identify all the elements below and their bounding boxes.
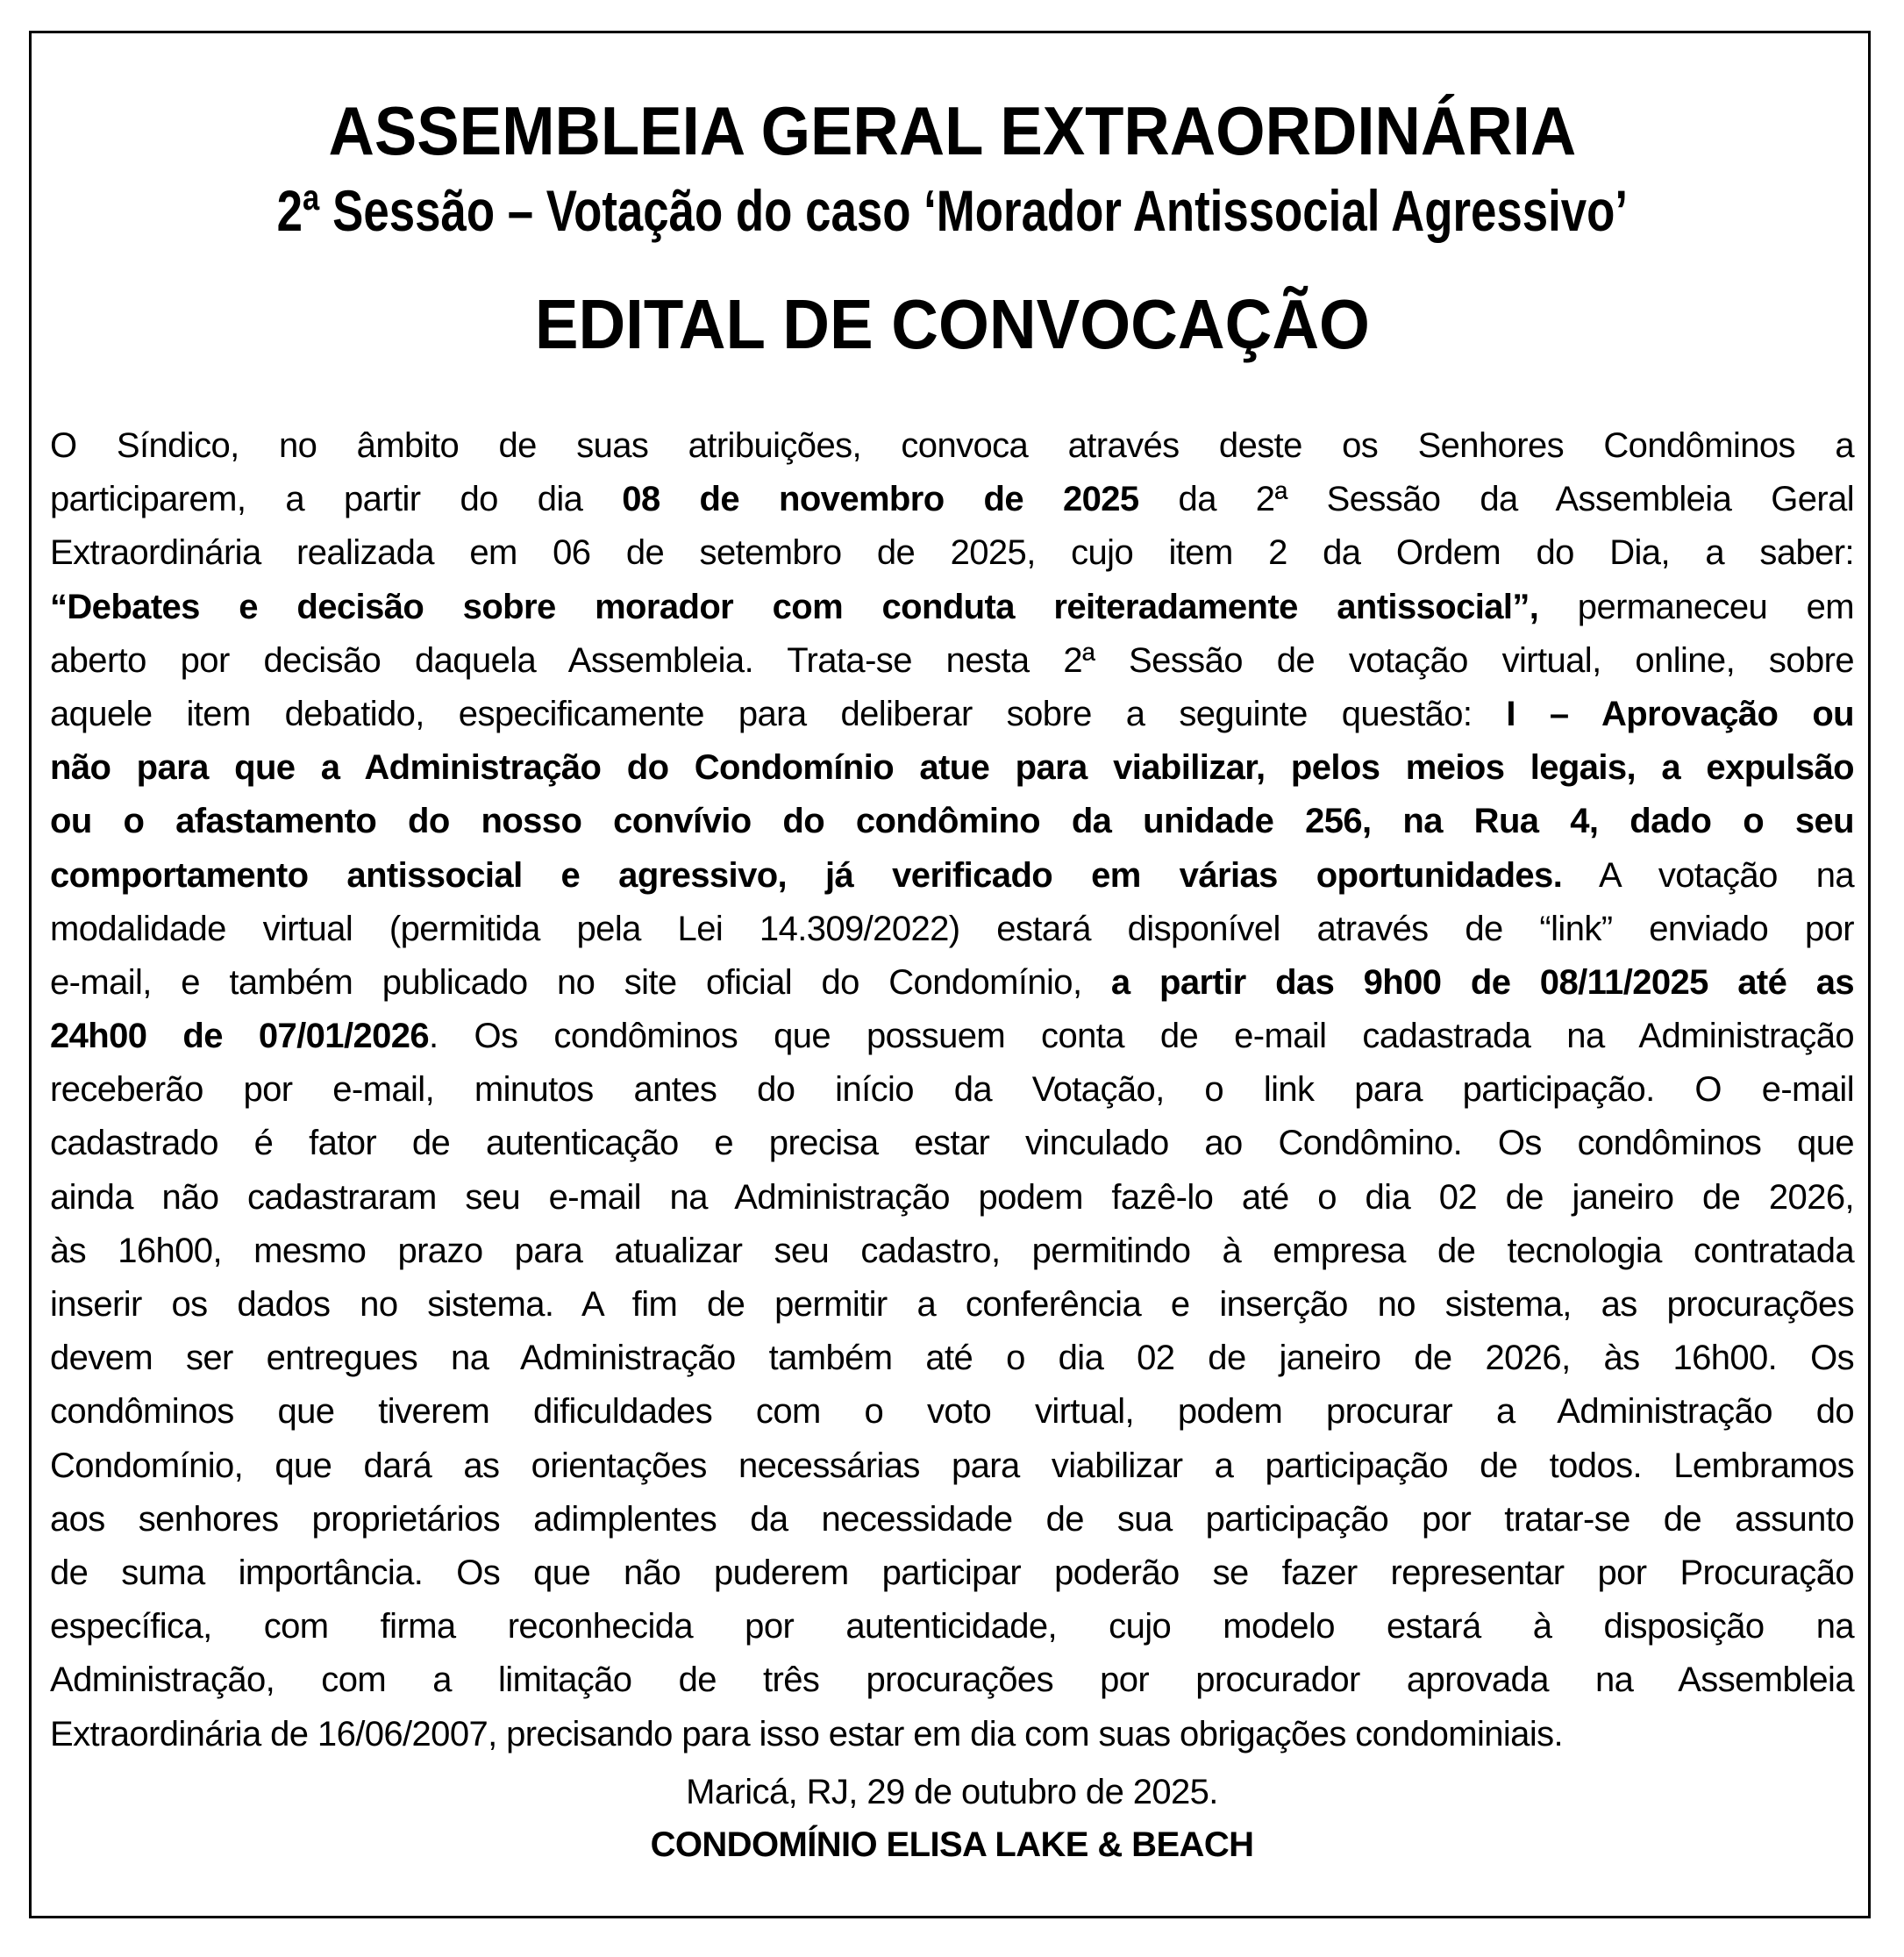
body-bold-text: não para que a Administração do Condomínio atue para viabilizar, pelos meios legais, a expulsão	[50, 748, 1854, 788]
body-line-content	[50, 1439, 1854, 1493]
body-text: da 2ª Sessão da Assembleia Geral	[1138, 480, 1855, 519]
body-line-content	[50, 956, 1854, 1010]
body-text: Condomínio, que dará as orientações necessárias para viabilizar a participação de todos. Lembramos	[50, 1446, 1854, 1485]
body-text: participarem, a partir do dia	[50, 480, 623, 519]
body-text: aos senhores proprietários adimplentes da necessidade de sua participação por tratar-se de assunto	[50, 1499, 1854, 1539]
body-line-content	[50, 473, 1854, 526]
notice-body	[50, 419, 1854, 1761]
body-line-content	[50, 1385, 1854, 1439]
body-line	[50, 903, 1854, 956]
body-text: inserir os dados no sistema. A fim de permitir a conferência e inserção no sistema, as procurações	[50, 1285, 1854, 1324]
body-text: cadastrado é fator de autenticação e precisa estar vinculado ao Condômino. Os condôminos que	[50, 1124, 1854, 1163]
body-line-content	[50, 1010, 1854, 1063]
body-line-content	[50, 1600, 1854, 1653]
body-line-content	[50, 1063, 1854, 1117]
body-line	[50, 1546, 1854, 1600]
body-line	[50, 1653, 1854, 1707]
body-line-content	[50, 634, 1854, 688]
body-line	[50, 1600, 1854, 1653]
body-bold-text: ou o afastamento do nosso convívio do condômino da unidade 256, na Rua 4, dado o seu	[50, 802, 1854, 841]
body-line	[50, 1171, 1854, 1225]
body-line	[50, 849, 1854, 903]
body-text: aberto por decisão daquela Assembleia. Trata-se nesta 2ª Sessão de votação virtual, online, sobre	[50, 640, 1854, 680]
body-text: permaneceu em	[1538, 587, 1855, 626]
body-line-content	[50, 1225, 1854, 1278]
notice-subtitle	[0, 175, 1904, 246]
body-line	[50, 526, 1854, 580]
body-line	[50, 1439, 1854, 1493]
body-text: e-mail, e também publicado no site oficial do Condomínio,	[50, 962, 1111, 1002]
body-text: . Os condôminos que possuem conta de e-mail cadastrada na Administração	[429, 1017, 1854, 1056]
body-text: condôminos que tiverem dificuldades com o voto virtual, podem procurar a Administração do	[50, 1392, 1854, 1432]
body-line	[50, 741, 1854, 795]
body-line-content	[50, 1278, 1854, 1332]
body-text: Extraordinária de 16/06/2007, precisando para isso estar em dia com suas obrigações condominiais.	[50, 1714, 1564, 1753]
body-text: aquele item debatido, especificamente para deliberar sobre a seguinte questão:	[50, 694, 1507, 733]
body-bold-text: 24h00 de 07/01/2026	[50, 1017, 430, 1056]
body-line	[50, 1278, 1854, 1332]
body-line-content	[50, 1493, 1854, 1546]
body-bold-text: comportamento antissocial e agressivo, já verificado em várias oportunidades.	[50, 855, 1563, 895]
body-line	[50, 419, 1854, 473]
body-line	[50, 1332, 1854, 1385]
notice-subtitle-text: 2ª Sessão – Votação do caso ‘Morador Antissocial Agressivo’	[276, 178, 1628, 243]
body-text: O Síndico, no âmbito de suas atribuições, convoca através deste os Senhores Condôminos a	[50, 426, 1854, 465]
body-line	[50, 1063, 1854, 1117]
body-text: ainda não cadastraram seu e-mail na Administração podem fazê-lo até o dia 02 de janeiro de 2026,	[50, 1177, 1854, 1217]
body-line	[50, 473, 1854, 526]
body-line	[50, 581, 1854, 634]
body-line-content	[50, 688, 1854, 741]
body-text: específica, com firma reconhecida por autenticidade, cujo modelo estará à disposição na	[50, 1607, 1854, 1646]
body-line-content	[50, 795, 1854, 848]
body-text: Extraordinária realizada em 06 de setembro de 2025, cujo item 2 da Ordem do Dia, a saber:	[50, 533, 1854, 573]
body-line	[50, 1493, 1854, 1546]
body-line-content	[50, 741, 1854, 795]
body-bold-text: 08 de novembro de 2025	[622, 480, 1139, 519]
body-line-content	[50, 1546, 1854, 1600]
notice-title	[0, 91, 1904, 170]
notice-heading	[0, 285, 1904, 364]
body-line	[50, 1708, 1854, 1761]
body-line-content	[50, 1117, 1854, 1170]
body-line	[50, 1385, 1854, 1439]
body-bold-text: I – Aprovação ou	[1506, 694, 1854, 733]
body-line	[50, 1010, 1854, 1063]
body-line	[50, 1117, 1854, 1170]
notice-heading-text: EDITAL DE CONVOCAÇÃO	[534, 285, 1370, 363]
body-line-content	[50, 419, 1854, 473]
body-line-content	[50, 581, 1854, 634]
signature-organization: CONDOMÍNIO ELISA LAKE & BEACH	[650, 1825, 1254, 1864]
body-line	[50, 688, 1854, 741]
body-text: de suma importância. Os que não puderem participar poderão se fazer representar por Procuração	[50, 1553, 1854, 1592]
body-line	[50, 795, 1854, 848]
body-line-content	[50, 526, 1854, 580]
body-line	[50, 634, 1854, 688]
body-text: modalidade virtual (permitida pela Lei 14.309/2022) estará disponível através de “link” enviado por	[50, 909, 1854, 948]
body-line	[50, 1225, 1854, 1278]
body-text: receberão por e-mail, minutos antes do início da Votação, o link para participação. O e-mail	[50, 1070, 1854, 1110]
body-text: Administração, com a limitação de três procurações por procurador aprovada na Assembleia	[50, 1661, 1854, 1700]
body-line-content	[50, 1708, 1854, 1761]
body-bold-text: “Debates e decisão sobre morador com conduta reiteradamente antissocial”,	[50, 587, 1539, 626]
body-line	[50, 956, 1854, 1010]
body-text: às 16h00, mesmo prazo para atualizar seu cadastro, permitindo à empresa de tecnologia contratada	[50, 1231, 1854, 1270]
body-line-content	[50, 849, 1854, 903]
place-and-date: Maricá, RJ, 29 de outubro de 2025.	[686, 1773, 1218, 1811]
body-line-content	[50, 1171, 1854, 1225]
body-text: devem ser entregues na Administração também até o dia 02 de janeiro de 2026, às 16h00. Os	[50, 1339, 1854, 1378]
body-line-content	[50, 1332, 1854, 1385]
body-bold-text: a partir das 9h00 de 08/11/2025 até as	[1110, 962, 1854, 1002]
body-line-content	[50, 903, 1854, 956]
notice-title-text: ASSEMBLEIA GERAL EXTRAORDINÁRIA	[328, 92, 1576, 169]
body-text: A votação na	[1562, 855, 1854, 895]
body-line-content	[50, 1653, 1854, 1707]
